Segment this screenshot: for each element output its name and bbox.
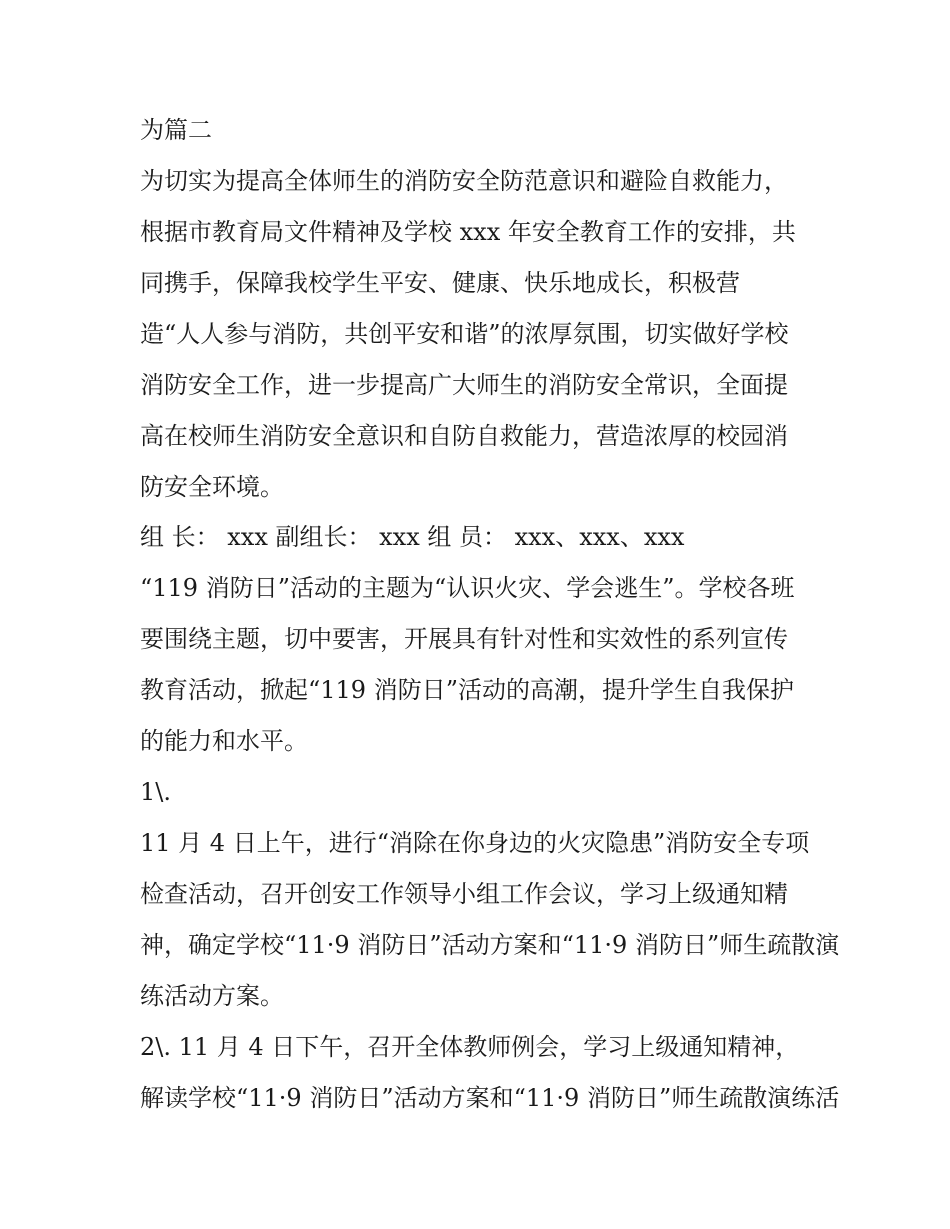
doc-line: 2\. 11 月 4 日下午，召开全体教师例会，学习上级通知精神，: [140, 1033, 800, 1061]
doc-line: 检查活动，召开创安工作领导小组工作会议，学习上级通知精: [140, 880, 788, 908]
doc-line: 高在校师生消防安全意识和自防自救能力，营造浓厚的校园消: [140, 422, 788, 450]
doc-line: 造“人人参与消防，共创平安和谐”的浓厚氛围，切实做好学校: [140, 320, 789, 348]
doc-line: 教育活动，掀起“119 消防日”活动的高潮，提升学生自我保护: [140, 676, 794, 704]
doc-line: 根据市教育局文件精神及学校 xxx 年安全教育工作的安排，共: [140, 218, 796, 246]
doc-line: 防安全环境。: [140, 473, 284, 501]
doc-line: 11 月 4 日上午，进行“消除在你身边的火灾隐患”消防安全专项: [140, 829, 810, 857]
doc-line: 神，确定学校“11·9 消防日”活动方案和“11·9 消防日”师生疏散演: [140, 931, 840, 959]
doc-line: 的能力和水平。: [140, 727, 308, 755]
doc-line: 解读学校“11·9 消防日”活动方案和“11·9 消防日”师生疏散演练活: [140, 1084, 840, 1112]
doc-line: 组 长： xxx 副组长： xxx 组 员： xxx、xxx、xxx: [140, 523, 685, 551]
doc-line: 要围绕主题，切中要害，开展具有针对性和实效性的系列宣传: [140, 625, 788, 653]
doc-line: 同携手，保障我校学生平安、健康、快乐地成长，积极营: [140, 269, 740, 297]
doc-line: “119 消防日”活动的主题为“认识火灾、学会逃生”。学校各班: [140, 574, 795, 602]
doc-line: 1\.: [140, 778, 171, 806]
doc-line: 为切实为提高全体师生的消防安全防范意识和避险自救能力，: [140, 167, 788, 195]
doc-line: 消防安全工作，进一步提高广大师生的消防安全常识，全面提: [140, 371, 788, 399]
doc-line: 练活动方案。: [140, 982, 284, 1010]
doc-line: 为篇二: [140, 116, 212, 144]
